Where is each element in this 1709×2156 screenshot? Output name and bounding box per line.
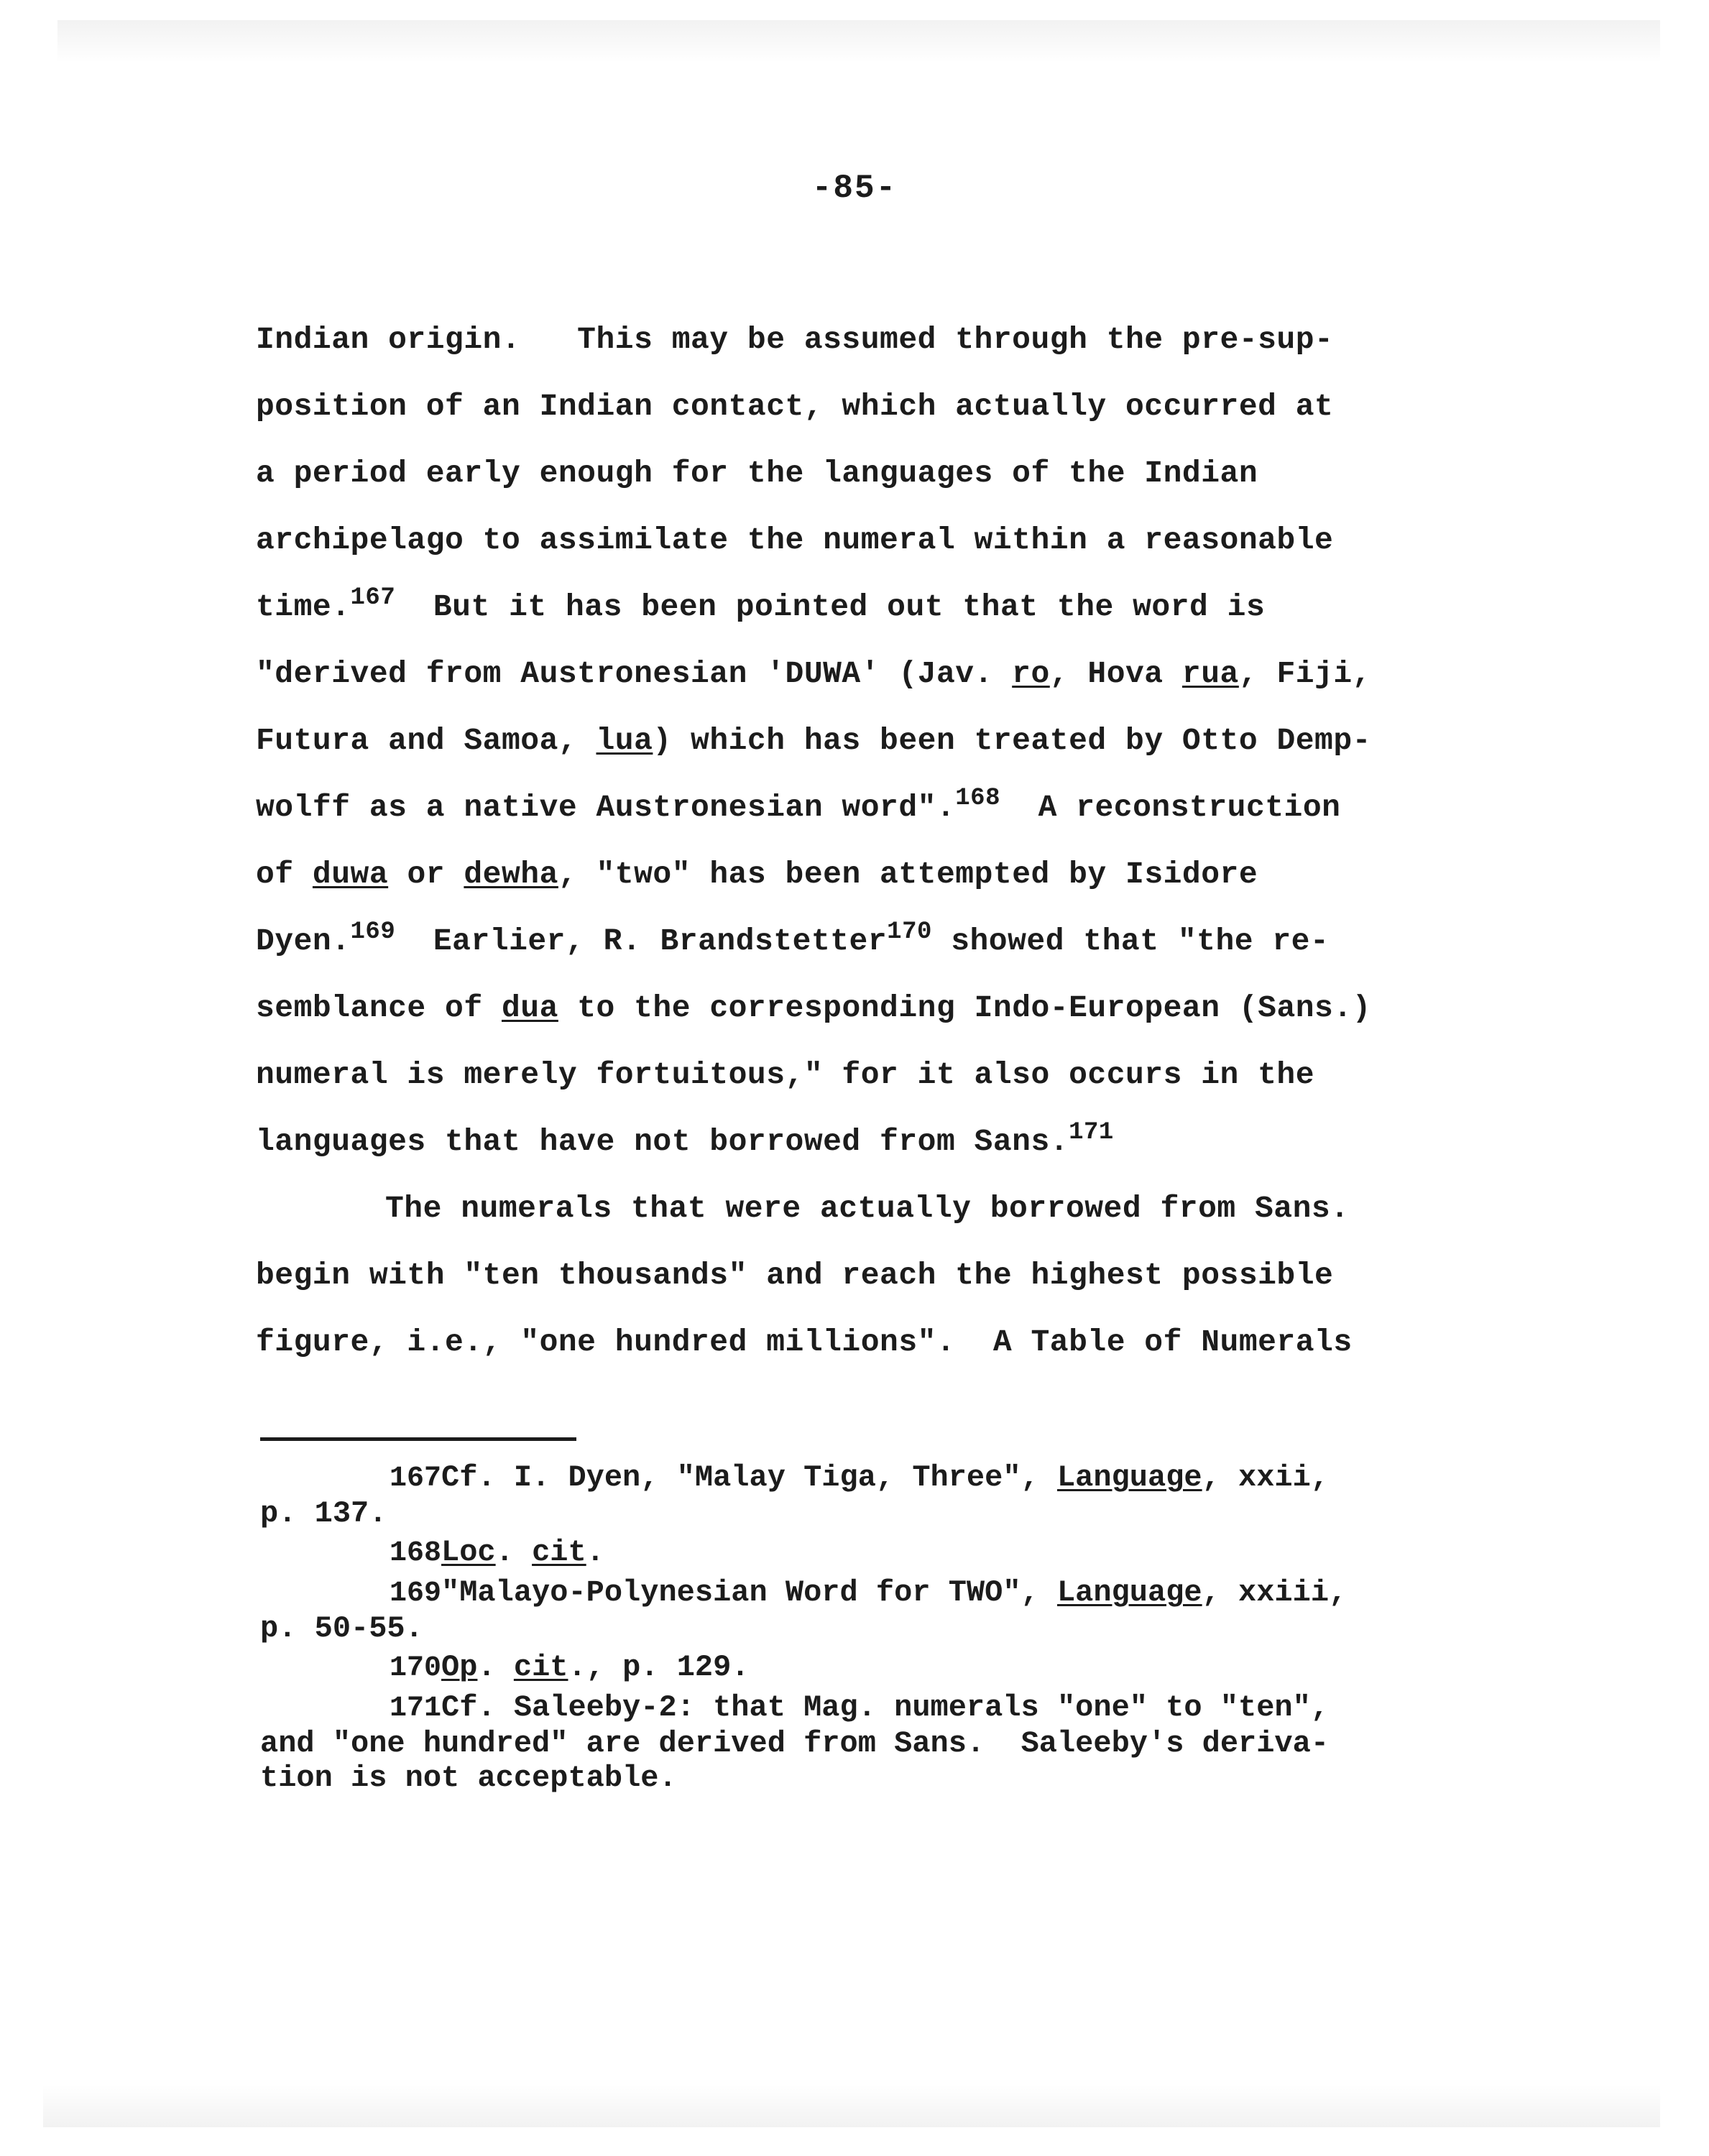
text-run: . <box>586 1535 604 1570</box>
body-line <box>256 440 1492 507</box>
underlined-term: duwa <box>312 857 389 892</box>
body-line <box>256 1175 1492 1242</box>
footnote-line <box>260 1535 1496 1571</box>
footnote <box>260 1575 1496 1646</box>
text-run: , "two" has been attempted by Isidore <box>558 857 1258 892</box>
footnote-number: 168 <box>390 1537 442 1570</box>
underlined-term: Loc <box>441 1535 496 1570</box>
text-run: wolff as a native Austronesian word". <box>256 790 956 825</box>
underlined-term: dua <box>501 990 558 1026</box>
footnote-ref: 170 <box>887 918 932 946</box>
text-run: p. 50-55. <box>260 1611 423 1646</box>
footnote-line <box>260 1496 1496 1531</box>
text-run: tion is not acceptable. <box>260 1761 677 1795</box>
body-line <box>256 507 1492 573</box>
text-run: , Hova <box>1049 656 1182 691</box>
footnote-ref: 167 <box>350 584 396 612</box>
text-run: a period early enough for the languages of the Indian <box>256 456 1258 491</box>
body-line <box>256 1242 1492 1309</box>
footnote <box>260 1650 1496 1686</box>
text-run: position of an Indian contact, which actually occurred at <box>256 389 1334 424</box>
text-run: and "one hundred" are derived from Sans. Saleeby's deriva- <box>260 1726 1330 1761</box>
text-run: Cf. Saleeby-2: that Mag. numerals "one" to "ten", <box>441 1690 1330 1725</box>
underlined-term: dewha <box>464 857 558 892</box>
text-run: , xxiii, <box>1202 1575 1348 1610</box>
body-line <box>256 975 1492 1041</box>
text-run: showed that "the re- <box>931 923 1330 959</box>
footnote-number: 167 <box>390 1462 442 1495</box>
text-run: The numerals that were actually borrowed from Sans. <box>385 1191 1350 1226</box>
text-run: or <box>388 857 464 892</box>
footnote <box>260 1460 1496 1531</box>
footnote-line <box>260 1575 1496 1611</box>
footnote-number: 169 <box>390 1577 442 1610</box>
body-line <box>256 1108 1492 1175</box>
text-run: time. <box>256 589 351 625</box>
text-run: Dyen. <box>256 923 351 959</box>
text-run: . <box>495 1535 533 1570</box>
text-run: begin with "ten thousands" and reach the highest possible <box>256 1258 1334 1293</box>
text-run: "Malayo-Polynesian Word for TWO", <box>441 1575 1057 1610</box>
footnote-ref: 171 <box>1069 1119 1114 1146</box>
footnote-divider <box>260 1437 576 1441</box>
body-line <box>256 841 1492 908</box>
text-run: Futura and Samoa, <box>256 723 596 758</box>
footnotes <box>260 1460 1496 1795</box>
body-line <box>256 1041 1492 1108</box>
scan-shadow-bottom <box>43 2084 1660 2127</box>
text-run: numeral is merely fortuitous," for it also occurs in the <box>256 1057 1315 1092</box>
body-line <box>256 774 1492 841</box>
underlined-term: ro <box>1012 656 1050 691</box>
text-run: ) which has been treated by Otto Demp- <box>653 723 1371 758</box>
text-run: of <box>256 857 313 892</box>
body-line <box>256 1309 1492 1376</box>
text-run: Cf. I. Dyen, "Malay Tiga, Three", <box>441 1460 1057 1495</box>
body-line <box>256 573 1492 640</box>
body-line <box>256 640 1492 707</box>
underlined-term: Language <box>1056 1575 1202 1610</box>
footnote-line <box>260 1761 1496 1795</box>
scan-shadow-top <box>57 20 1660 63</box>
footnote-line <box>260 1726 1496 1761</box>
footnote-line <box>260 1460 1496 1496</box>
body-line <box>256 373 1492 440</box>
footnote-number: 171 <box>390 1692 442 1725</box>
text-run: p. 137. <box>260 1496 387 1531</box>
text-run: But it has been pointed out that the word is <box>395 589 1266 625</box>
text-run: , xxii, <box>1202 1460 1330 1495</box>
underlined-term: cit <box>532 1535 586 1570</box>
text-run: Indian origin. This may be assumed through the pre-sup- <box>256 322 1334 357</box>
underlined-term: rua <box>1181 656 1239 691</box>
footnote-number: 170 <box>390 1652 442 1685</box>
body-line <box>256 306 1492 373</box>
text-run: Earlier, R. Brandstetter <box>395 923 888 959</box>
text-run: , Fiji, <box>1238 656 1371 691</box>
text-run: A reconstruction <box>1000 790 1341 825</box>
text-run: figure, i.e., "one hundred millions". A Table of Numerals <box>256 1325 1353 1360</box>
body-text <box>256 306 1492 1376</box>
underlined-term: Op <box>441 1650 478 1685</box>
underlined-term: cit <box>513 1650 568 1685</box>
underlined-term: lua <box>596 723 653 758</box>
text-run: . <box>477 1650 514 1685</box>
footnote-line <box>260 1650 1496 1686</box>
text-run: ., p. 129. <box>568 1650 750 1685</box>
page-number: -85- <box>811 170 898 207</box>
text-run: to the corresponding Indo-European (Sans.) <box>558 990 1371 1026</box>
footnote-ref: 169 <box>350 918 396 946</box>
footnote-ref: 168 <box>955 785 1000 812</box>
text-run: semblance of <box>256 990 502 1026</box>
footnote-line <box>260 1690 1496 1726</box>
body-line <box>256 908 1492 975</box>
text-run: "derived from Austronesian 'DUWA' (Jav. <box>256 656 1013 691</box>
footnote-line <box>260 1611 1496 1646</box>
text-run: archipelago to assimilate the numeral within a reasonable <box>256 522 1334 558</box>
text-run: languages that have not borrowed from Sans. <box>256 1124 1069 1159</box>
underlined-term: Language <box>1056 1460 1202 1495</box>
footnote <box>260 1535 1496 1571</box>
body-line <box>256 707 1492 774</box>
footnote <box>260 1690 1496 1795</box>
